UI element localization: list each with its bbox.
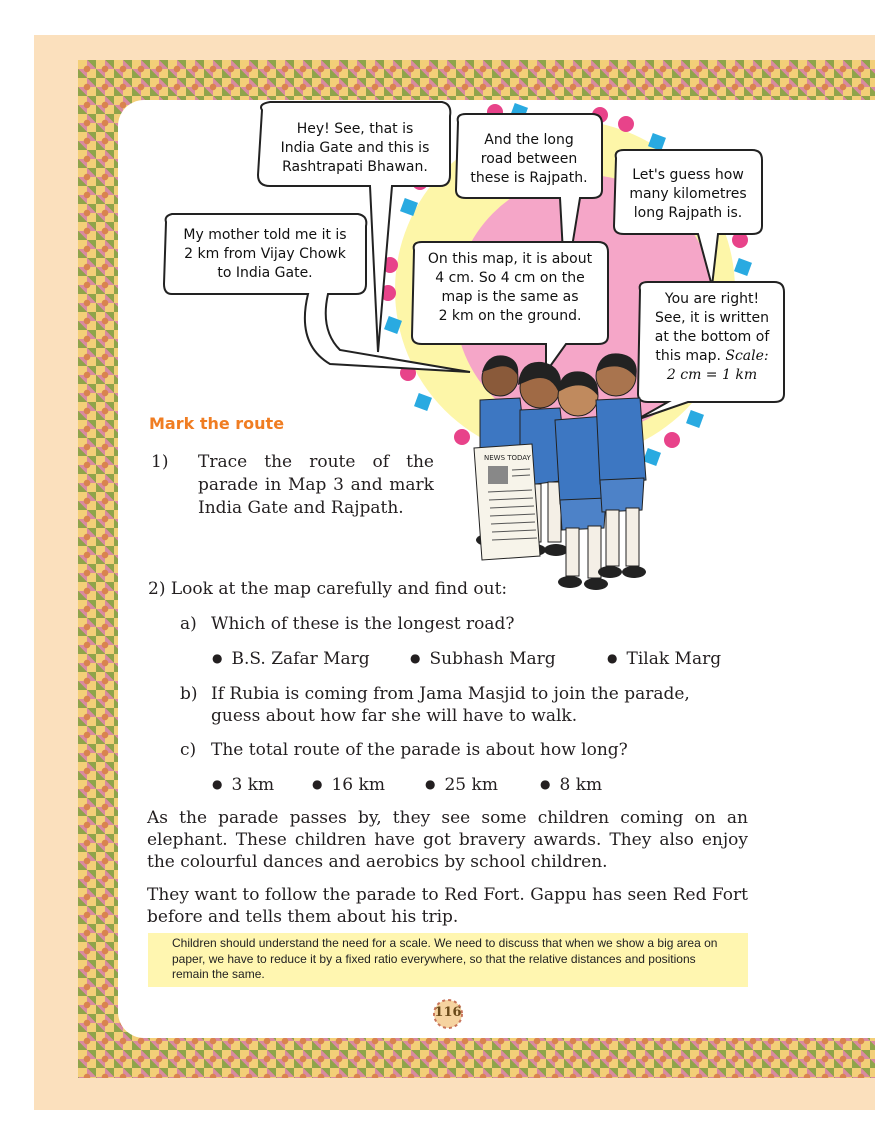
scale-value: 2 cm = 1 km [666, 367, 758, 383]
question-1-text: Trace the route of the parade in Map 3 and mark India Gate and Rajpath. [198, 452, 434, 518]
speech-bubble-4: My mother told me it is 2 km from Vijay Chowk to India Gate. [183, 227, 347, 281]
section-heading: Mark the route [149, 414, 285, 433]
paragraph-red-fort: They want to follow the parade to Red Fort. Gappu has seen Red Fort before and tells them about his trip. [147, 885, 748, 927]
option-3km: ● 3 km [212, 774, 274, 797]
bubble-6-line: You are right! [664, 291, 760, 307]
question-2b-label: b) [180, 684, 198, 704]
paragraph-parade: As the parade passes by, they see some children coming on an elephant. These children have got bravery awards. They also enjoy the colourful dances and aerobics by school children. [147, 808, 748, 872]
option-25km: ● 25 km [425, 774, 498, 797]
page-number: 116 [434, 1005, 462, 1020]
option-16km: ● 16 km [312, 774, 385, 797]
bubble-6-line: at the bottom of [654, 329, 770, 345]
option-bs-zafar-marg: ● B.S. Zafar Marg [212, 648, 370, 671]
bubble-6-line: See, it is written [654, 310, 770, 326]
question-2c-text: The total route of the parade is about how long? [211, 740, 628, 760]
option-subhash-marg: ● Subhash Marg [410, 648, 556, 671]
teacher-note-text: Children should understand the need for a scale. We need to discuss that when we show a big area on paper, we have to reduce it by a fixed ratio everywhere, so that the relative distances and positions remain the same. [172, 936, 718, 981]
option-8km: ● 8 km [540, 774, 602, 797]
newspaper-label: NEWS TODAY [484, 454, 531, 462]
speech-bubble-5: On this map, it is about 4 cm. So 4 cm on the map is the same as 2 km on the ground. [427, 251, 593, 324]
question-2b-line-2: guess about how far she will have to walk. [211, 706, 578, 726]
question-2a-label: a) [180, 614, 197, 634]
option-tilak-marg: ● Tilak Marg [607, 648, 721, 671]
speech-bubble-3: Let's guess how many kilometres long Rajpath is. [629, 167, 747, 221]
speech-bubble-2: And the long road between these is Rajpath. [470, 132, 588, 186]
question-2b-line-1: If Rubia is coming from Jama Masjid to join the parade, [211, 684, 690, 704]
question-1-number: 1) [151, 452, 169, 472]
speech-bubble-1: Hey! See, that is India Gate and this is Rashtrapati Bhawan. [280, 121, 430, 175]
bubble-6-text: this map. [655, 348, 721, 364]
question-2-intro: 2) Look at the map carefully and find out: [148, 579, 508, 599]
question-2a-text: Which of these is the longest road? [211, 614, 515, 634]
scale-label: Scale: [725, 348, 769, 364]
question-2c-label: c) [180, 740, 197, 760]
